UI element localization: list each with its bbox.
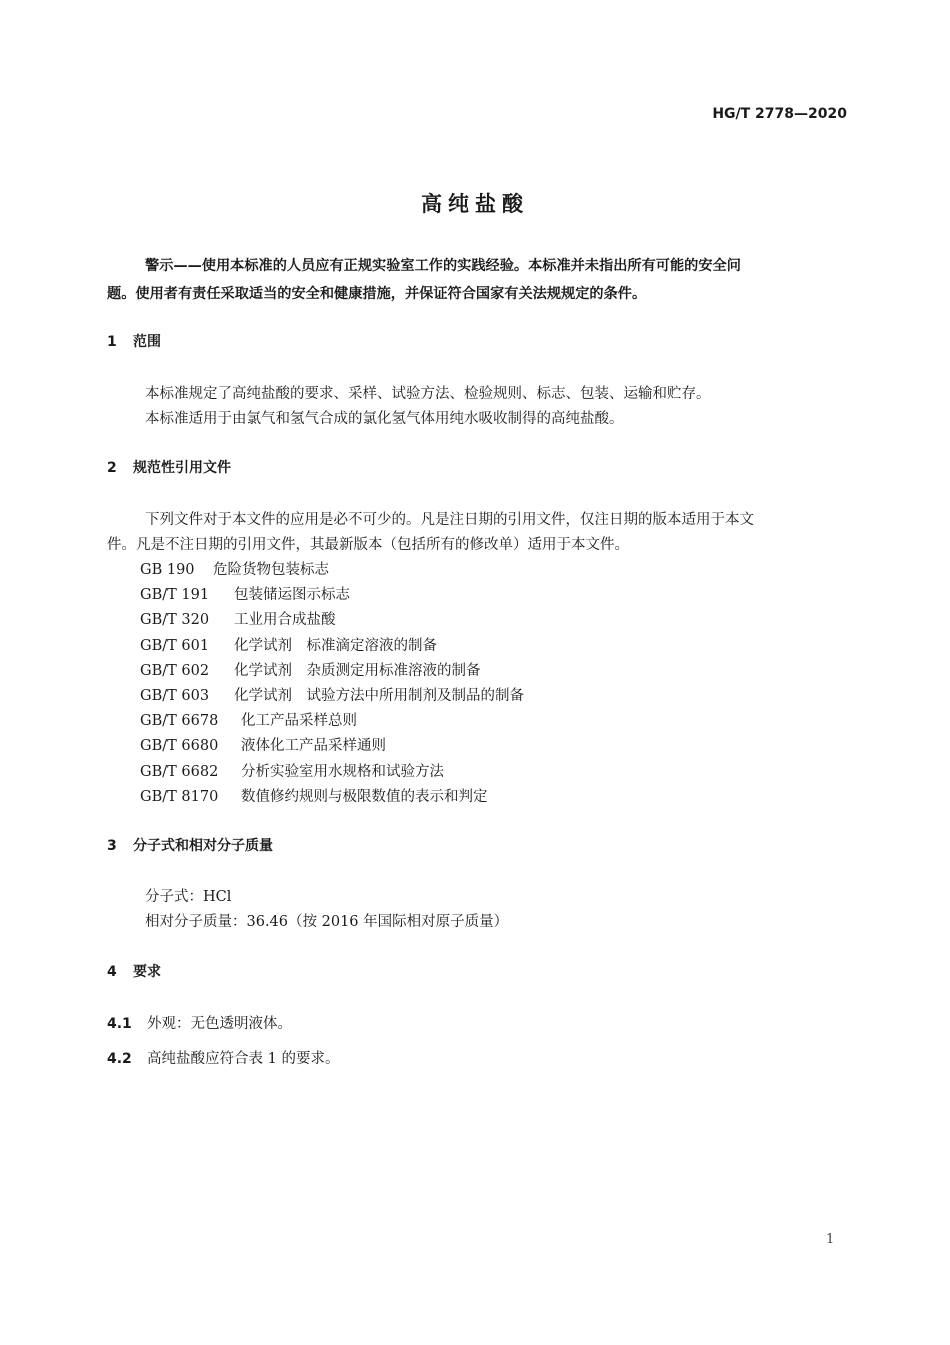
scope-paragraph-1: 本标准规定了高纯盐酸的要求、采样、试验方法、检验规则、标志、包装、运输和贮存。 — [145, 386, 711, 402]
reference-item — [140, 684, 524, 705]
clause-number: 4.1 — [107, 1016, 132, 1032]
section-title: 规范性引用文件 — [133, 460, 231, 476]
section-1-heading — [107, 331, 161, 351]
reference-code: GB/T 6680 — [140, 738, 219, 755]
reference-title: 危险货物包装标志 — [213, 562, 329, 578]
clause-text: 外观：无色透明液体。 — [147, 1016, 292, 1032]
reference-item — [140, 709, 357, 730]
scope-paragraph-2: 本标准适用于由氯气和氢气合成的氯化氢气体用纯水吸收制得的高纯盐酸。 — [145, 411, 624, 427]
reference-title: 工业用合成盐酸 — [234, 612, 336, 629]
reference-title: 包装储运图示标志 — [234, 587, 350, 604]
reference-code: GB/T 8170 — [140, 788, 219, 805]
reference-item — [140, 734, 386, 755]
reference-item — [140, 608, 336, 629]
reference-item — [140, 583, 350, 604]
section-number: 4 — [107, 964, 117, 980]
reference-code: GB/T 602 — [140, 662, 210, 679]
reference-title: 数值修约规则与极限数值的表示和判定 — [241, 788, 488, 805]
reference-code: GB/T 6678 — [140, 713, 219, 730]
section-number: 3 — [107, 838, 117, 854]
reference-title: 化学试剂 标准滴定溶液的制备 — [234, 637, 437, 654]
reference-item — [140, 634, 437, 655]
section-number: 2 — [107, 460, 117, 476]
standard-number: HG/T 2778—2020 — [712, 106, 847, 122]
reference-item — [140, 760, 444, 781]
references-intro-line-2: 件。凡是不注日期的引用文件，其最新版本（包括所有的修改单）适用于本文件。 — [107, 537, 629, 553]
page-number: 1 — [826, 1232, 835, 1247]
reference-code: GB/T 6682 — [140, 763, 219, 780]
reference-title: 化学试剂 试验方法中所用制剂及制品的制备 — [234, 688, 524, 704]
clause-text: 高纯盐酸应符合表 1 的要求。 — [147, 1051, 340, 1067]
reference-title: 液体化工产品采样通则 — [241, 738, 386, 755]
references-intro-line-1: 下列文件对于本文件的应用是必不可少的。凡是注日期的引用文件，仅注日期的版本适用于本文 — [145, 512, 754, 528]
molecular-mass: 相对分子质量：36.46（按 2016 年国际相对原子质量） — [145, 914, 509, 930]
reference-title: 分析实验室用水规格和试验方法 — [241, 763, 444, 780]
clause-4-1 — [107, 1012, 292, 1033]
clause-4-2 — [107, 1047, 339, 1068]
reference-item — [140, 659, 481, 680]
warning-line-1: 警示——使用本标准的人员应有正规实验室工作的实践经验。本标准并未指出所有可能的安全问 — [145, 258, 741, 274]
reference-item — [140, 785, 488, 806]
clause-number: 4.2 — [107, 1051, 132, 1067]
reference-code: GB 190 — [140, 562, 195, 578]
reference-code: GB/T 603 — [140, 688, 210, 704]
section-4-heading — [107, 961, 161, 981]
reference-item — [140, 558, 329, 579]
molecular-formula: 分子式：HCl — [145, 889, 232, 905]
section-2-heading — [107, 457, 231, 477]
reference-code: GB/T 320 — [140, 612, 210, 629]
section-title: 要求 — [133, 964, 161, 980]
reference-code: GB/T 601 — [140, 637, 210, 654]
section-title: 分子式和相对分子质量 — [133, 838, 273, 854]
document-title: 高纯盐酸 — [421, 192, 529, 216]
section-3-heading — [107, 835, 273, 855]
reference-title: 化学试剂 杂质测定用标准溶液的制备 — [234, 662, 481, 679]
reference-code: GB/T 191 — [140, 587, 210, 604]
section-title: 范围 — [133, 334, 161, 350]
warning-line-2: 题。使用者有责任采取适当的安全和健康措施，并保证符合国家有关法规规定的条件。 — [107, 286, 647, 302]
reference-title: 化工产品采样总则 — [241, 713, 357, 730]
section-number: 1 — [107, 334, 117, 350]
